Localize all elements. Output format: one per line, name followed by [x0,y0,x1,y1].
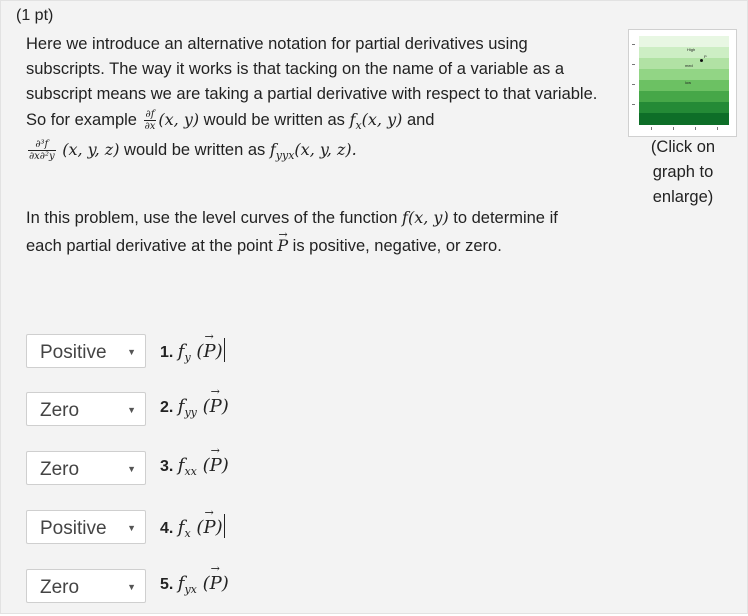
level-band [639,36,729,48]
question-label-1: 1. $f_y$ (→ P) [160,338,225,364]
point-p: → P [277,232,288,260]
level-band [639,113,729,125]
problem-text-3: is positive, negative, or zero. [288,237,502,255]
x-tick [695,127,696,130]
problem-text-2: to determine if each partial derivative at the point [26,209,558,255]
label-low: low [685,80,692,85]
expr-fyyx: $f_{yyx}(x$, y, z). [269,140,357,162]
expr-args-xyz: (x, y, z) [62,140,120,159]
y-tick [632,44,635,45]
question-label-2: 2. $f_{yy}$ (→ P) [160,396,229,419]
level-band [639,91,729,103]
y-tick [632,84,635,85]
select-value: Zero [40,400,80,421]
problem-text-1: In this problem, use the level curves of the function [26,209,403,227]
question-label-3: 3. $f_{xx}$ (→ P) [160,455,229,478]
question-label-4: 4. $f_x$ (→ P) [160,514,225,540]
level-band [639,102,729,114]
intro-text-3: and [402,111,435,129]
dropdown-arrow-icon: ▼ [127,347,136,357]
fraction-numerator: ∂f [145,109,155,121]
intro-line-2 [26,137,606,168]
problem-statement [26,204,596,260]
answer-select-5[interactable] [26,569,146,603]
fraction-denominator: ∂x∂²y [29,151,55,163]
text-cursor [224,338,225,362]
points-label: (1 pt) [16,7,54,24]
select-value: Positive [40,518,107,539]
function-f: f(x, y) [402,208,449,227]
intro-text-2: would be written as [199,111,350,129]
select-value: Zero [40,577,80,598]
dropdown-arrow-icon: ▼ [127,405,136,415]
expr-args: (x, y) [158,110,200,129]
select-value: Zero [40,459,80,480]
answer-select-2[interactable] [26,392,146,426]
dropdown-arrow-icon: ▼ [127,582,136,592]
level-curves-thumbnail[interactable] [628,29,737,137]
intro-text-4: would be written as [119,141,270,159]
answer-select-4[interactable] [26,510,146,544]
dropdown-arrow-icon: ▼ [127,523,136,533]
level-band [639,47,729,59]
y-tick [632,64,635,65]
label-high: High [687,47,696,52]
partial-fraction-1 [144,109,157,132]
answer-select-3[interactable] [26,451,146,485]
level-band [639,58,729,70]
enlarge-caption: (Click on graph to enlarge) [650,138,716,206]
label-point: P [704,54,707,59]
level-curve-plot [639,36,729,124]
dropdown-arrow-icon: ▼ [127,464,136,474]
fraction-numerator: ∂³f [28,139,56,151]
text-cursor [224,514,225,538]
select-value: Positive [40,342,107,363]
expr-fx: $f_x(x$, y) [349,110,403,132]
fraction-denominator: ∂x [144,121,156,133]
x-tick [673,127,674,130]
point-marker [700,59,703,62]
answer-select-1[interactable] [26,334,146,368]
intro-paragraph [26,32,606,138]
label-med: med [685,63,693,68]
partial-fraction-2 [28,139,56,162]
x-tick [651,127,652,130]
level-band [639,80,729,92]
question-label-5: 5. $f_{yx}$ (→ P) [160,573,229,596]
level-band [639,69,729,81]
intro-text-1: Here we introduce an alternative notation for partial derivatives using subscripts. The way it works is that tacking on the name of a variable as a subscript means we are taking a partial derivative with respect to that variable. So for example [26,35,598,129]
x-tick [717,127,718,130]
y-tick [632,104,635,105]
